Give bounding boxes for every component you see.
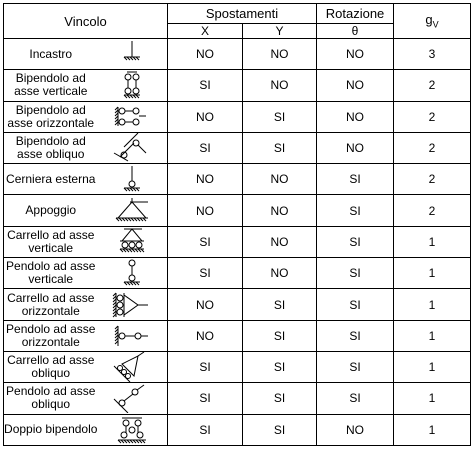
gv-cell: 1 <box>394 258 471 289</box>
vincolo-symbol <box>98 164 168 195</box>
table-row <box>4 258 471 289</box>
header-y: Y <box>243 24 317 39</box>
spostamento-x-cell: SI <box>168 70 243 101</box>
rotazione-cell: NO <box>317 70 394 101</box>
carrello-obliquo-icon <box>98 352 168 382</box>
gv-cell: 2 <box>394 164 471 195</box>
rotazione-cell: SI <box>317 258 394 289</box>
gv-cell: 1 <box>394 226 471 257</box>
spostamento-x-cell: NO <box>168 164 243 195</box>
rotazione-cell: SI <box>317 195 394 226</box>
vincolo-symbol <box>98 39 168 70</box>
vincolo-symbol <box>98 320 168 351</box>
rotazione-cell: SI <box>317 383 394 414</box>
gv-cell: 1 <box>394 351 471 382</box>
table-row <box>4 101 471 132</box>
rotazione-cell: SI <box>317 164 394 195</box>
gv-cell: 1 <box>394 414 471 445</box>
gv-cell: 1 <box>394 320 471 351</box>
spostamento-x-cell: SI <box>168 414 243 445</box>
spostamento-x-cell: NO <box>168 320 243 351</box>
vincolo-name: Appoggio <box>4 195 98 226</box>
table-row <box>4 39 471 70</box>
spostamento-x-cell: NO <box>168 39 243 70</box>
spostamento-x-cell: SI <box>168 383 243 414</box>
vincolo-symbol <box>98 70 168 101</box>
spostamento-y-cell: SI <box>243 132 317 163</box>
spostamento-y-cell: SI <box>243 101 317 132</box>
spostamento-y-cell: SI <box>243 351 317 382</box>
rotazione-cell: NO <box>317 101 394 132</box>
pendolo-orizzontale-icon <box>98 321 168 351</box>
header-vincolo: Vincolo <box>4 4 168 39</box>
carrello-verticale-icon <box>98 227 168 257</box>
vincolo-name: Carrello ad asse obliquo <box>4 351 98 382</box>
carrello-orizzontale-icon <box>98 290 168 320</box>
incastro-icon <box>98 39 168 69</box>
table-row <box>4 195 471 226</box>
table-row <box>4 320 471 351</box>
vincolo-symbol <box>98 289 168 320</box>
table-row <box>4 70 471 101</box>
rotazione-cell: NO <box>317 414 394 445</box>
spostamento-y-cell: NO <box>243 39 317 70</box>
spostamento-y-cell: SI <box>243 414 317 445</box>
spostamento-y-cell: NO <box>243 195 317 226</box>
vincolo-symbol <box>98 132 168 163</box>
rotazione-cell: NO <box>317 132 394 163</box>
bipendolo-verticale-icon <box>98 70 168 100</box>
vincolo-symbol <box>98 195 168 226</box>
spostamento-y-cell: NO <box>243 258 317 289</box>
table-row <box>4 351 471 382</box>
appoggio-icon <box>98 196 168 226</box>
spostamento-y-cell: NO <box>243 70 317 101</box>
header-rotazione: Rotazione <box>317 4 394 24</box>
vincolo-name: Bipendolo ad asse obliquo <box>4 132 98 163</box>
rotazione-cell: NO <box>317 39 394 70</box>
spostamento-x-cell: SI <box>168 258 243 289</box>
pendolo-obliquo-icon <box>98 383 168 413</box>
gv-cell: 1 <box>394 383 471 414</box>
vincolo-name: Pendolo ad asse orizzontale <box>4 320 98 351</box>
doppio-bipendolo-icon <box>98 415 168 445</box>
spostamento-x-cell: SI <box>168 351 243 382</box>
spostamento-y-cell: SI <box>243 320 317 351</box>
spostamento-x-cell: SI <box>168 132 243 163</box>
vincolo-name: Bipendolo ad asse orizzontale <box>4 101 98 132</box>
table-row <box>4 132 471 163</box>
header-gv: $g_V$ <box>394 4 471 39</box>
vincolo-name: Cerniera esterna <box>4 164 98 195</box>
gv-cell: 3 <box>394 39 471 70</box>
vincoli-table <box>3 3 471 446</box>
vincolo-name: Bipendolo ad asse verticale <box>4 70 98 101</box>
table-row <box>4 383 471 414</box>
spostamento-y-cell: NO <box>243 226 317 257</box>
spostamento-x-cell: NO <box>168 101 243 132</box>
spostamento-x-cell: NO <box>168 195 243 226</box>
gv-cell: 2 <box>394 132 471 163</box>
cerniera-icon <box>98 164 168 194</box>
header-theta: θ <box>317 24 394 39</box>
vincolo-name: Pendolo ad asse verticale <box>4 258 98 289</box>
gv-cell: 2 <box>394 195 471 226</box>
spostamento-x-cell: NO <box>168 289 243 320</box>
bipendolo-obliquo-icon <box>98 133 168 163</box>
table-row <box>4 226 471 257</box>
rotazione-cell: SI <box>317 351 394 382</box>
spostamento-y-cell: SI <box>243 383 317 414</box>
vincolo-name: Incastro <box>4 39 98 70</box>
gv-cell: 2 <box>394 70 471 101</box>
pendolo-verticale-icon <box>98 258 168 288</box>
table-row <box>4 289 471 320</box>
table-row <box>4 414 471 445</box>
vincolo-symbol <box>98 414 168 445</box>
spostamento-y-cell: SI <box>243 289 317 320</box>
vincolo-symbol <box>98 226 168 257</box>
header-x: X <box>168 24 243 39</box>
rotazione-cell: SI <box>317 320 394 351</box>
vincolo-name: Carrello ad asse orizzontale <box>4 289 98 320</box>
rotazione-cell: SI <box>317 226 394 257</box>
header-spostamenti: Spostamenti <box>168 4 317 24</box>
rotazione-cell: SI <box>317 289 394 320</box>
bipendolo-orizzontale-icon <box>98 102 168 132</box>
table-row <box>4 164 471 195</box>
spostamento-x-cell: SI <box>168 226 243 257</box>
gv-cell: 1 <box>394 289 471 320</box>
vincolo-name: Doppio bipendolo <box>4 414 98 445</box>
vincolo-name: Carrello ad asse verticale <box>4 226 98 257</box>
vincolo-symbol <box>98 101 168 132</box>
vincolo-symbol <box>98 383 168 414</box>
spostamento-y-cell: NO <box>243 164 317 195</box>
vincolo-symbol <box>98 258 168 289</box>
vincolo-symbol <box>98 351 168 382</box>
vincolo-name: Pendolo ad asse obliquo <box>4 383 98 414</box>
gv-cell: 2 <box>394 101 471 132</box>
